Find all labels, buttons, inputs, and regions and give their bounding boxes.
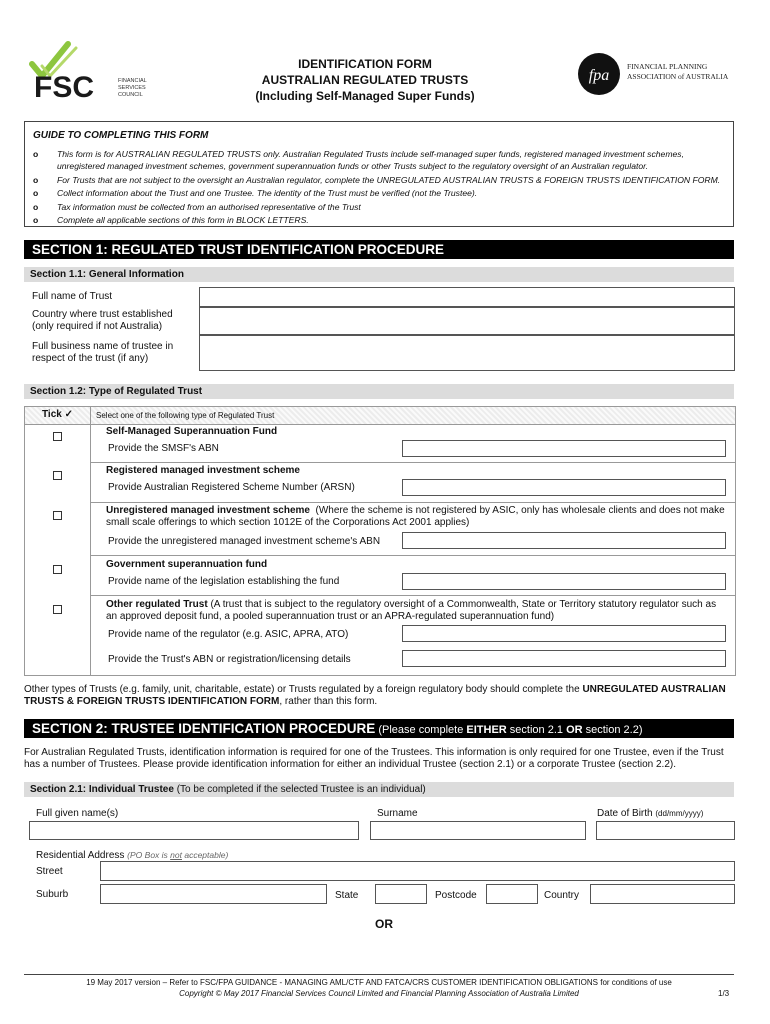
state-field[interactable] xyxy=(375,884,427,904)
regulator-field[interactable] xyxy=(402,625,726,642)
regulator-label: Provide name of the regulator (e.g. ASIC, APRA, ATO) xyxy=(108,629,349,640)
row-divider xyxy=(90,555,735,556)
guide-item: o Tax information must be collected from an authorised representative of the Trust xyxy=(33,201,361,212)
gov-super-checkbox[interactable] xyxy=(53,565,62,574)
smsf-checkbox[interactable] xyxy=(53,432,62,441)
umis-title: Unregistered managed investment scheme (Where the scheme is not registered by ASIC, only has wholesale clients and does not make small scale offerings to which section 1012E of the Corporations Act 2001 applies) xyxy=(106,505,725,528)
form-title xyxy=(200,56,530,104)
umis-abn-field[interactable] xyxy=(402,532,726,549)
fsc-sub-1: FINANCIAL xyxy=(118,78,147,84)
smsf-title: Self-Managed Superannuation Fund xyxy=(106,426,278,437)
section2-heading: SECTION 2: TRUSTEE IDENTIFICATION PROCEDURE (Please complete EITHER section 2.1 OR section 2.2) xyxy=(24,719,734,738)
postcode-field[interactable] xyxy=(486,884,538,904)
or-divider: OR xyxy=(375,917,393,931)
rmis-title: Registered managed investment scheme xyxy=(106,465,300,476)
tick-column-divider xyxy=(90,407,91,675)
fsc-sub-2: SERVICES xyxy=(118,85,146,91)
guide-box xyxy=(24,121,734,227)
other-trusts-note: Other types of Trusts (e.g. family, unit, charitable, estate) or Trusts regulated by a foreign regulatory body should complete the UNREGULATED AUSTRALIAN TRUSTS & FOREIGN TRUSTS IDENTIFICATION FORM, rather than this form. xyxy=(24,684,726,707)
page-number: 1/3 xyxy=(718,989,730,998)
section21-heading: Section 2.1: Individual Trustee (To be completed if the selected Trustee is an individual) xyxy=(24,782,734,797)
section1-heading: SECTION 1: REGULATED TRUST IDENTIFICATION PROCEDURE xyxy=(24,240,734,259)
trust-abn-field[interactable] xyxy=(402,650,726,667)
legislation-field[interactable] xyxy=(402,573,726,590)
dob-label: Date of Birth (dd/mm/yyyy) xyxy=(597,808,704,819)
full-name-label: Full name of Trust xyxy=(32,291,113,302)
smsf-abn-label: Provide the SMSF's ABN xyxy=(108,443,219,454)
guide-item: o Complete all applicable sections of this form in BLOCK LETTERS. xyxy=(33,215,309,225)
title-line-2: AUSTRALIAN REGULATED TRUSTS xyxy=(261,73,469,87)
row-divider xyxy=(90,595,735,596)
title-line-1: IDENTIFICATION FORM xyxy=(298,57,432,71)
fsc-logo xyxy=(28,40,158,102)
street-label: Street xyxy=(36,866,63,877)
umis-checkbox[interactable] xyxy=(53,511,62,520)
title-line-3: (Including Self-Managed Super Funds) xyxy=(255,89,475,103)
state-label: State xyxy=(335,890,359,901)
surname-label: Surname xyxy=(377,808,418,819)
section12-heading: Section 1.2: Type of Regulated Trust xyxy=(24,384,734,399)
country-field[interactable] xyxy=(590,884,735,904)
rmis-checkbox[interactable] xyxy=(53,471,62,480)
given-names-label: Full given name(s) xyxy=(36,808,119,819)
trust-abn-label: Provide the Trust's ABN or registration/licensing details xyxy=(108,654,351,665)
guide-item: o For Trusts that are not subject to the oversight an Australian regulator, complete the UNREGULATED AUSTRALIAN TRUSTS & FOREIGN TRUSTS IDENTIFICATION FORM. xyxy=(33,174,721,185)
arsn-label: Provide Australian Registered Scheme Number (ARSN) xyxy=(108,482,355,493)
guide-list xyxy=(33,148,729,228)
street-field[interactable] xyxy=(100,861,735,881)
section11-heading: Section 1.1: General Information xyxy=(24,267,734,282)
umis-abn-label: Provide the unregistered managed investment scheme's ABN xyxy=(108,536,381,547)
fpa-text-2: ASSOCIATION of AUSTRALIA xyxy=(627,72,729,81)
dob-field[interactable] xyxy=(596,821,735,840)
postcode-label: Postcode xyxy=(435,890,477,901)
trustee-label: Full business name of trustee in respect of the trust (if any) xyxy=(32,341,174,364)
surname-field[interactable] xyxy=(370,821,586,840)
smsf-abn-field[interactable] xyxy=(402,440,726,457)
other-trust-title: Other regulated Trust (A trust that is subject to the regulatory oversight of a Commonwealth, State or Territory statutory regulator such as an approved deposit fund, a pooled superannuation trust or an APRA-regulated superannuation fund) xyxy=(106,599,717,622)
other-trust-checkbox[interactable] xyxy=(53,605,62,614)
country-label: Country xyxy=(544,890,580,901)
country-label: Country where trust established (only required if not Australia) xyxy=(32,309,173,332)
legislation-label: Provide name of the legislation establishing the fund xyxy=(108,576,340,587)
suburb-field[interactable] xyxy=(100,884,327,904)
trustee-field[interactable] xyxy=(199,335,735,371)
footer xyxy=(24,974,734,999)
fpa-logo-mark: fpa xyxy=(588,67,610,84)
res-address-label: Residential Address (PO Box is not acceptable) xyxy=(36,850,229,861)
given-names-field[interactable] xyxy=(29,821,359,840)
country-field[interactable] xyxy=(199,307,735,335)
full-name-field[interactable] xyxy=(199,287,735,307)
row-divider xyxy=(90,462,735,463)
row-divider xyxy=(90,502,735,503)
arsn-field[interactable] xyxy=(402,479,726,496)
suburb-label: Suburb xyxy=(36,889,69,900)
tick-instruction: Select one of the following type of Regulated Trust xyxy=(96,411,275,420)
footer-copyright: Copyright © May 2017 Financial Services Council Limited and Financial Planning Association of Australia Limited xyxy=(179,989,579,998)
guide-heading: GUIDE TO COMPLETING THIS FORM xyxy=(33,130,209,141)
section2-intro: For Australian Regulated Trusts, identification information is required for one of the Trustees. This information is only required for one Trustee, even if the Trust has a number of Trustees. Please provide identification information for either an individual Trustee (section 2.1) or a corporate Trustee (section 2.2). xyxy=(24,747,724,770)
fpa-text-1: FINANCIAL PLANNING xyxy=(627,62,708,71)
fsc-logo-text: FSC xyxy=(34,71,94,102)
guide-item: o Collect information about the Trust and one Trustee. The identity of the Trust must be verified (not the Trustee). xyxy=(33,188,478,198)
tick-label: Tick ✓ xyxy=(42,409,73,420)
fsc-sub-3: COUNCIL xyxy=(118,92,143,98)
gov-super-title: Government superannuation fund xyxy=(106,559,268,570)
fpa-logo xyxy=(575,52,745,98)
footer-version: 19 May 2017 version – Refer to FSC/FPA GUIDANCE - MANAGING AML/CTF AND FATCA/CRS CUSTOMER IDENTIFICATION OBLIGATIONS for conditions of use xyxy=(86,978,672,987)
guide-item: o This form is for AUSTRALIAN REGULATED TRUSTS only. Australian Regulated Trusts include self-managed super funds, registered managed investment schemes, unregistered managed investment schemes, government superannuation funds or other Trusts subject to the regulatory oversight of an Australian regulator. xyxy=(33,149,684,171)
row-divider xyxy=(25,424,735,425)
